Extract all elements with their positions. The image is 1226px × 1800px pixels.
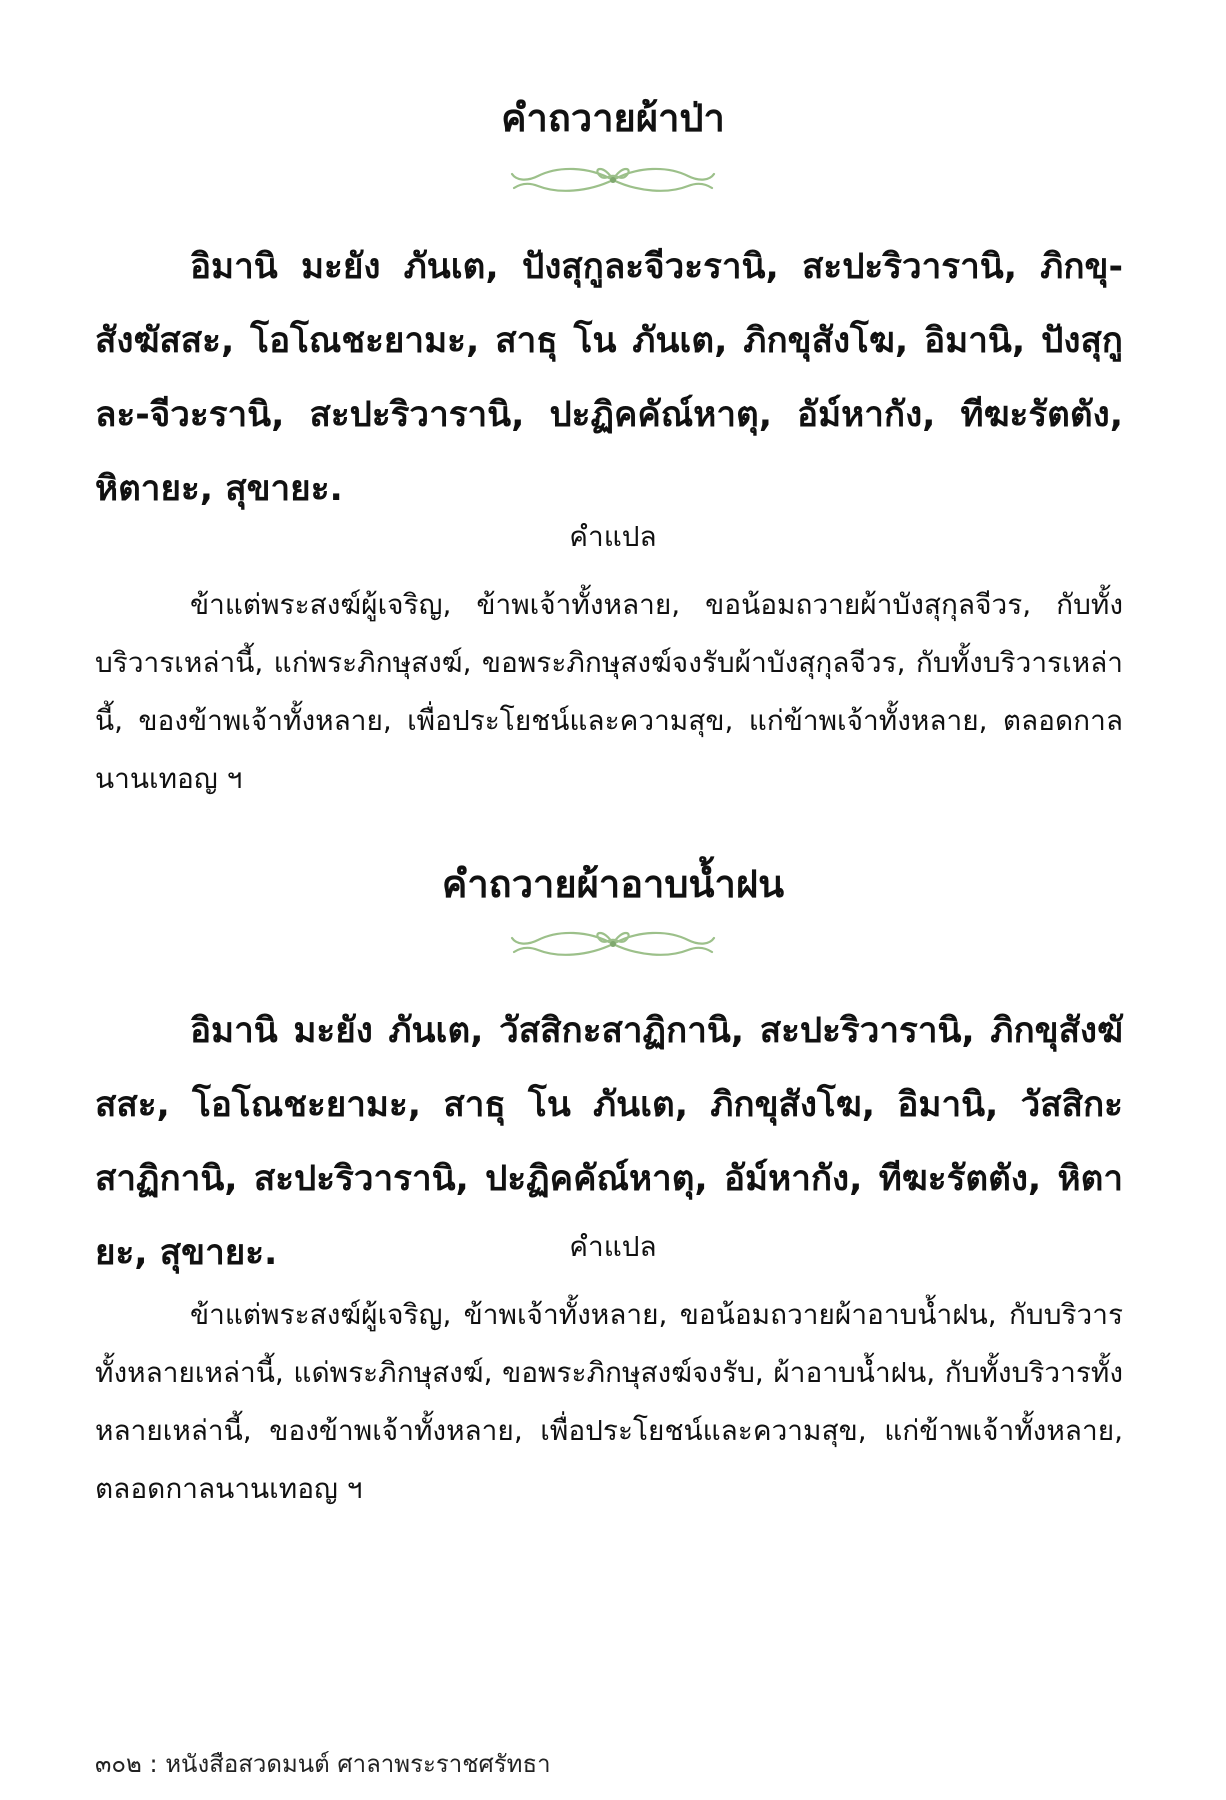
translation-rain-cloth (95, 1286, 1123, 1518)
section-title-rain-cloth: คำถวายผ้าอาบน้ำฝน (441, 862, 785, 906)
translation-heading: คำแปล (569, 1230, 657, 1263)
section-title-robe-forest: คำถวายผ้าป่า (501, 96, 725, 140)
translation-heading: คำแปล (569, 520, 657, 553)
translation-robe-forest (95, 576, 1123, 808)
pali-verse-robe-forest (95, 230, 1123, 526)
translation-text: ข้าแต่พระสงฆ์ผู้เจริญ, ข้าพเจ้าทั้งหลาย, ขอน้อมถวายผ้าบังสุกุลจีวร, กับทั้งบริวารเหล่านี้, แก่พระภิกษุสงฆ์, ขอพระภิกษุสงฆ์จงรับผ้าบังสุกุลจีวร, กับทั้งบริวารเหล่านี้, ของข้าพเจ้าทั้งหลาย, เพื่อประโยชน์และความสุข, แก่ข้าพเจ้าทั้งหลาย, ตลอดกาลนานเทอญ ฯ (95, 588, 1123, 795)
page-footer: ๓๐๒ : หนังสือสวดมนต์ ศาลาพระราชศรัทธา (95, 1750, 551, 1778)
flourish-divider-icon (0, 922, 1226, 966)
flourish-divider-icon (0, 158, 1226, 202)
pali-text: อิมานิ มะยัง ภันเต, วัสสิกะสาฏิกานิ, สะปะริวารานิ, ภิกขุสังฆัสสะ, โอโณชะยามะ, สาธุ โน ภันเต, ภิกขุสังโฆ, อิมานิ, วัสสิกะสาฏิกานิ, สะปะริวารานิ, ปะฏิคคัณ์หาตุ, อัม์หากัง, ทีฆะรัตตัง, หิตายะ, สุขายะ. (95, 1011, 1123, 1273)
translation-text: ข้าแต่พระสงฆ์ผู้เจริญ, ข้าพเจ้าทั้งหลาย, ขอน้อมถวายผ้าอาบน้ำฝน, กับบริวารทั้งหลายเหล่านี้, แด่พระภิกษุสงฆ์, ขอพระภิกษุสงฆ์จงรับ, ผ้าอาบน้ำฝน, กับทั้งบริวารทั้งหลายเหล่านี้, ของข้าพเจ้าทั้งหลาย, เพื่อประโยชน์และความสุข, แก่ข้าพเจ้าทั้งหลาย, ตลอดกาลนานเทอญ ฯ (95, 1298, 1123, 1505)
pali-text: อิมานิ มะยัง ภันเต, ปังสุกูละจีวะรานิ, สะปะริวารานิ, ภิกขุ-สังฆัสสะ, โอโณชะยามะ, สาธุ โน ภันเต, ภิกขุสังโฆ, อิมานิ, ปังสุกูละ-จีวะรานิ, สะปะริวารานิ, ปะฏิคคัณ์หาตุ, อัม์หากัง, ทีฆะรัตตัง, หิตายะ, สุขายะ. (95, 247, 1123, 509)
